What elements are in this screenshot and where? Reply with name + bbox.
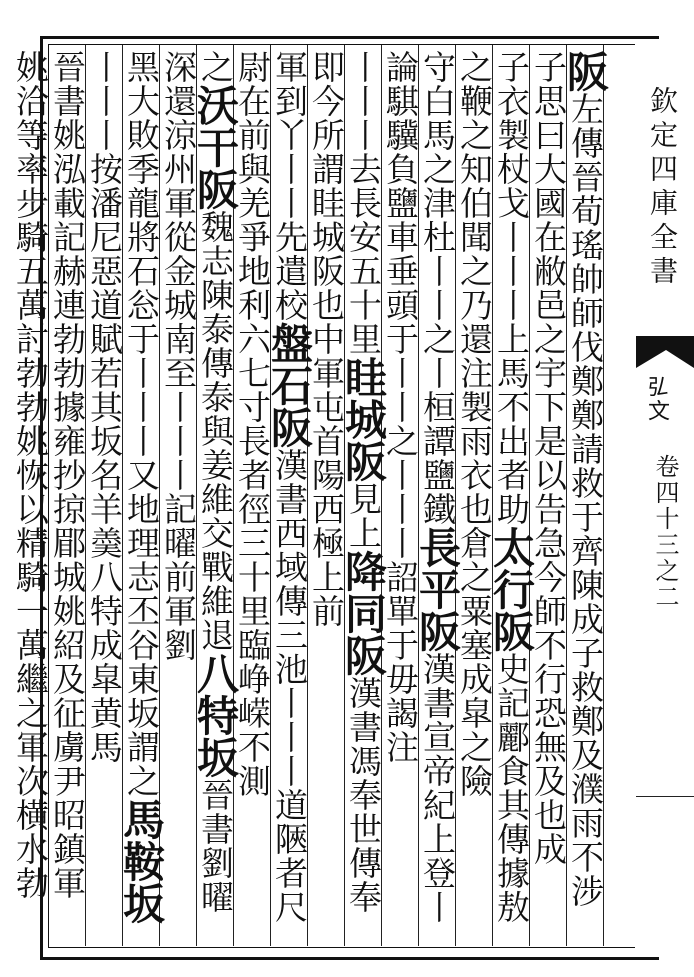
headword: 阪 [561,50,610,92]
text-run: 深 [159,50,198,84]
text-run: 守白馬之津杜丨丨之丨桓譚鹽鐵 [418,50,457,526]
text-run: 晉書劉曜 [196,778,235,914]
text-run: 左傳晉荀瑤帥師伐鄭鄭請救于齊陳成子救鄭及濮雨不涉 [566,92,605,908]
text-run: 丨丨丨去長安五十里 [344,50,383,356]
text-run: 即今所謂眭城阪也 [307,50,346,322]
fore-edge-rule [636,796,694,797]
fore-edge-strip [636,36,694,954]
text-run: 史記酈食其傳據敖 [492,652,531,924]
text-run: 軍到丫丨丨先遣校 [270,50,309,322]
headword: 沃干阪 [191,84,240,210]
text-run: 子衣製杖戈丨丨丨上馬不出者助 [492,50,531,526]
text-column [5,50,55,940]
book-title: 欽定四庫全書 [646,86,679,290]
text-run: 之 [196,50,235,84]
text-run: 魏志陳泰傳泰與姜維交戰維退 [196,210,235,652]
headword: 太行阪 [487,526,536,652]
text-run: 漢書馮奉世傳奉 [344,676,383,914]
text-run: 子思曰大國在敝邑之宇下是以告急今師不行恐無及也成 [529,50,568,866]
text-run: 漢書宣帝紀上登丨 [418,652,457,924]
fishtail-mark [636,332,694,372]
text-run: 倉之粟塞成皐之險 [455,526,494,798]
text-run: 姚洽等率步騎五萬討勃勃姚恢以精騎一萬繼之軍次横水勃 [11,50,50,900]
section-title: 𢎞文 [645,376,670,424]
text-run: 晉書姚泓載記赫連勃勃據雍抄掠郿城姚紹及征虜尹昭鎮軍 [48,50,87,900]
text-run: 還涼州軍從金城南至丨丨丨 [159,84,198,492]
text-run: 記曜前軍劉 [159,492,198,662]
text-run: 尉在前與羌爭地利 [233,50,272,322]
text-run: 論騏驥負鹽車垂頭于丨丨之丨 [381,50,420,492]
headword: 馬鞍坂 [117,798,166,924]
text-run: 丨丨丨按潘尼惡道賦若其坂名羊羮八特成皐黄馬 [85,50,124,764]
headword: 長平阪 [413,526,462,652]
text-run: 丨丨詔單于毋謁注 [381,492,420,764]
headword: 盤石阪 [265,322,314,448]
headword: 八特坂 [191,652,240,778]
text-run: 見上 [344,482,383,550]
text-run: 之鞭之知伯聞之乃還注製雨衣也 [455,50,494,526]
text-run: 六七寸長者徑三十里臨峥嵘不測 [233,322,272,798]
text-run: 黑大敗季龍將石忩于丨丨丨又地理志丕谷東坂謂之 [122,50,161,798]
text-run: 漢書西域傳三池丨丨丨道陿者尺 [270,448,309,924]
text-run: 中軍屯首陽西極上前 [307,322,346,628]
volume-label: 卷四十三之二 [651,454,679,610]
headword: 眭城阪 [339,356,388,482]
headword: 降同阪 [339,550,388,676]
